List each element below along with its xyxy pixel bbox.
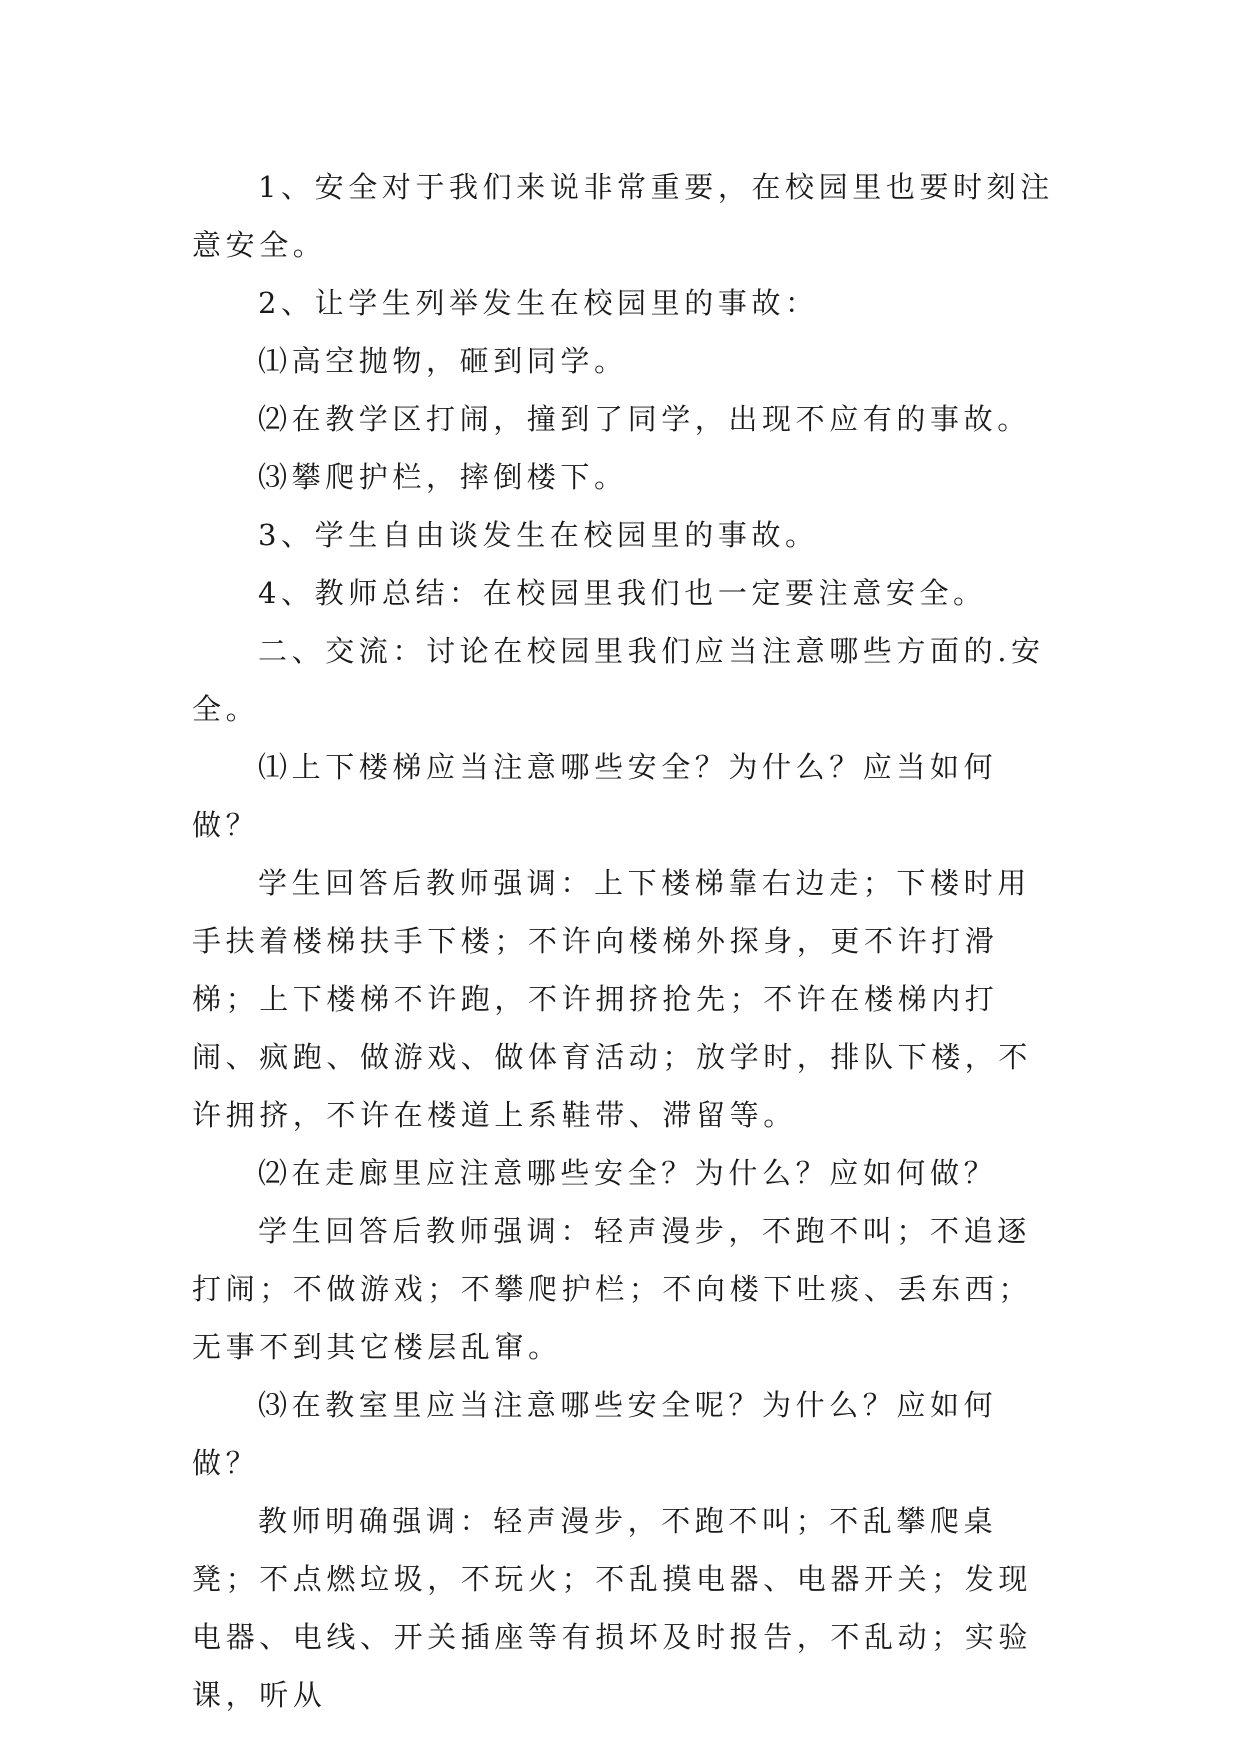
paragraph-corridor-question: ⑵在走廊里应注意哪些安全？为什么？应如何做？ <box>258 1156 998 1190</box>
paragraph-stairs-answer: 学生回答后教师强调：上下楼梯靠右边走；下楼时用手扶着楼梯扶手下楼；不许向楼梯外探身，更不许打滑梯；上下楼梯不许跑，不许拥挤抢先；不许在楼梯内打闹、疯跑、做游戏、做体育活动；放学时，排队下楼，不许拥挤，不许在楼道上系鞋带、滞留等。 <box>192 866 1033 1132</box>
paragraph-stairs-question: ⑴上下楼梯应当注意哪些安全？为什么？应当如何做？ <box>192 750 998 842</box>
paragraph-safety-importance: 1、安全对于我们来说非常重要，在校园里也要时刻注意安全。 <box>192 170 1054 262</box>
paragraph-list-accidents: 2、让学生列举发生在校园里的事故： <box>258 286 819 320</box>
paragraph-teacher-summary: 4、教师总结：在校园里我们也一定要注意安全。 <box>258 576 987 610</box>
paragraph-accident-1: ⑴高空抛物，砸到同学。 <box>258 344 628 378</box>
paragraph-classroom-answer: 教师明确强调：轻声漫步，不跑不叫；不乱攀爬桌凳；不点燃垃圾，不玩火；不乱摸电器、电器开关；发现电器、电线、开关插座等有损坏及时报告，不乱动；实验课，听从 <box>192 1504 1033 1712</box>
paragraph-accident-2: ⑵在教学区打闹，撞到了同学，出现不应有的事故。 <box>258 402 1031 436</box>
paragraph-corridor-answer: 学生回答后教师强调：轻声漫步，不跑不叫；不追逐打闹；不做游戏；不攀爬护栏；不向楼下吐痰、丢东西；无事不到其它楼层乱窜。 <box>192 1214 1033 1364</box>
paragraph-accident-3: ⑶攀爬护栏，摔倒楼下。 <box>258 460 628 494</box>
paragraph-classroom-question: ⑶在教室里应当注意哪些安全呢？为什么？应如何做？ <box>192 1388 998 1480</box>
paragraph-students-discuss: 3、学生自由谈发生在校园里的事故。 <box>258 518 819 552</box>
paragraph-section-exchange: 二、交流：讨论在校园里我们应当注意哪些方面的.安全。 <box>192 634 1045 726</box>
document-body <box>192 158 1054 1724</box>
